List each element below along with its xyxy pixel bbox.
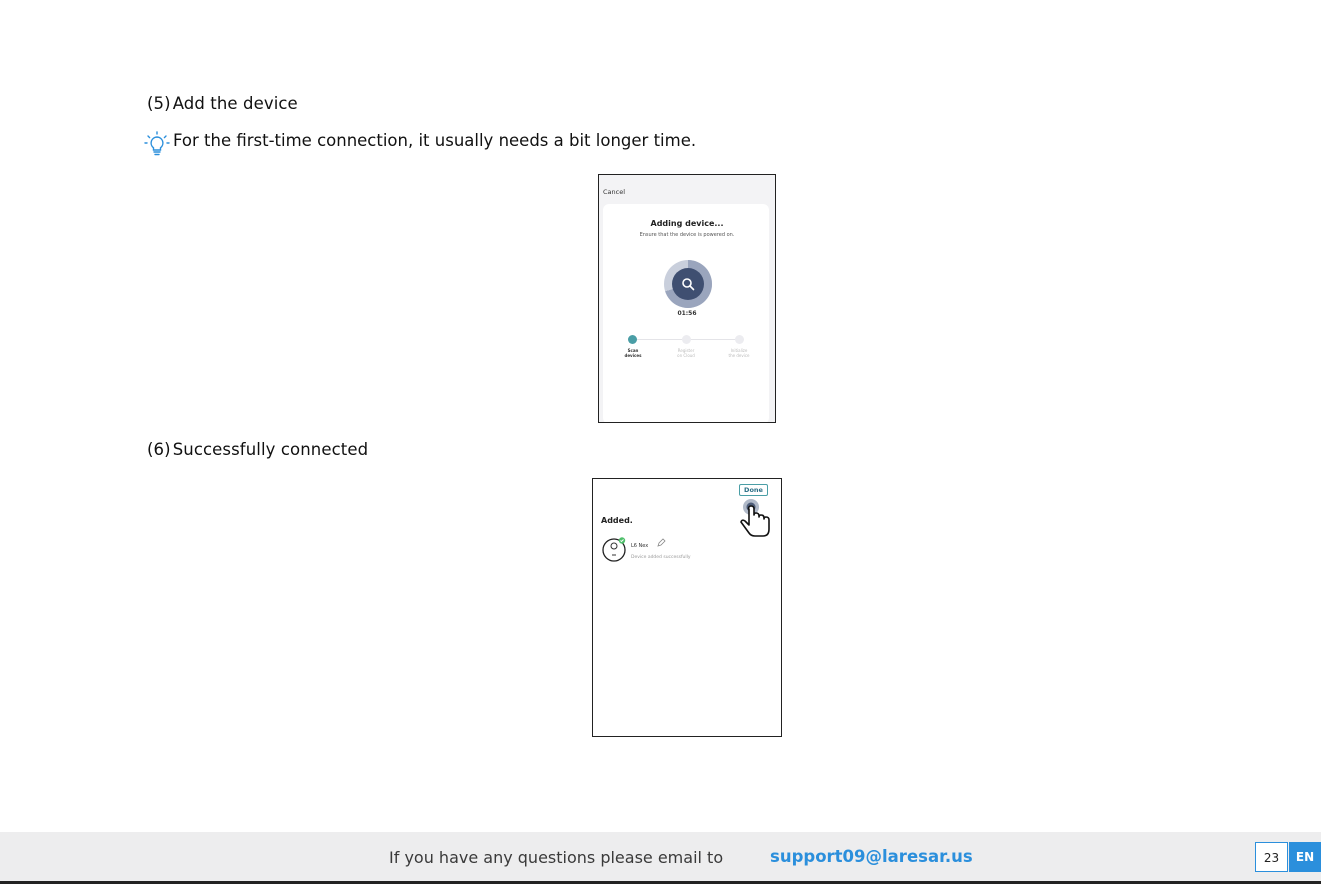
- stage-label-register-line2: on Cloud: [677, 353, 695, 358]
- edit-pencil-icon[interactable]: [656, 538, 666, 548]
- search-icon: [681, 277, 695, 291]
- adding-subtitle: Ensure that the device is powered on.: [639, 232, 735, 238]
- step-6-title: Successfully connected: [172, 440, 369, 459]
- stage-dot-register: [682, 335, 691, 344]
- step-5-number: (5): [147, 94, 171, 113]
- stage-dot-scan: [628, 335, 637, 344]
- stage-label-initialize-line1: Initialize: [730, 348, 748, 353]
- page-number: 23: [1255, 842, 1288, 872]
- adding-title: Adding device...: [650, 219, 724, 228]
- cancel-button[interactable]: Cancel: [603, 188, 626, 196]
- language-badge: EN: [1289, 842, 1321, 872]
- added-heading: Added.: [601, 516, 633, 525]
- lightbulb-icon: [144, 131, 170, 157]
- tip-text: For the first-time connection, it usually needs a bit longer time.: [173, 131, 697, 150]
- device-name: L6 Nex: [631, 543, 649, 549]
- step-6-heading: [147, 440, 368, 459]
- step-5-heading: [147, 94, 298, 113]
- timer: 01:56: [677, 310, 697, 317]
- stage-label-initialize: [719, 348, 759, 358]
- stage-label-register-line1: Register: [677, 348, 695, 353]
- stage-label-scan: [613, 348, 653, 358]
- footer-text: If you have any questions please email to: [389, 848, 724, 867]
- robot-vacuum-icon: [601, 536, 627, 562]
- stage-dot-initialize: [735, 335, 744, 344]
- stage-label-scan-line1: Scan: [627, 348, 639, 353]
- device-added-screenshot: [592, 478, 782, 737]
- step-5-title: Add the device: [172, 94, 298, 113]
- tap-hand-icon: [736, 495, 774, 543]
- device-status: Device added successfully: [631, 555, 691, 560]
- stage-label-scan-line2: devices: [624, 353, 642, 358]
- done-button[interactable]: Done: [739, 484, 768, 496]
- stage-label-register: [666, 348, 706, 358]
- step-6-number: (6): [147, 440, 171, 459]
- adding-device-screenshot: [598, 174, 776, 423]
- stage-label-initialize-line2: the device: [728, 353, 750, 358]
- support-email-link[interactable]: support09@laresar.us: [770, 847, 973, 866]
